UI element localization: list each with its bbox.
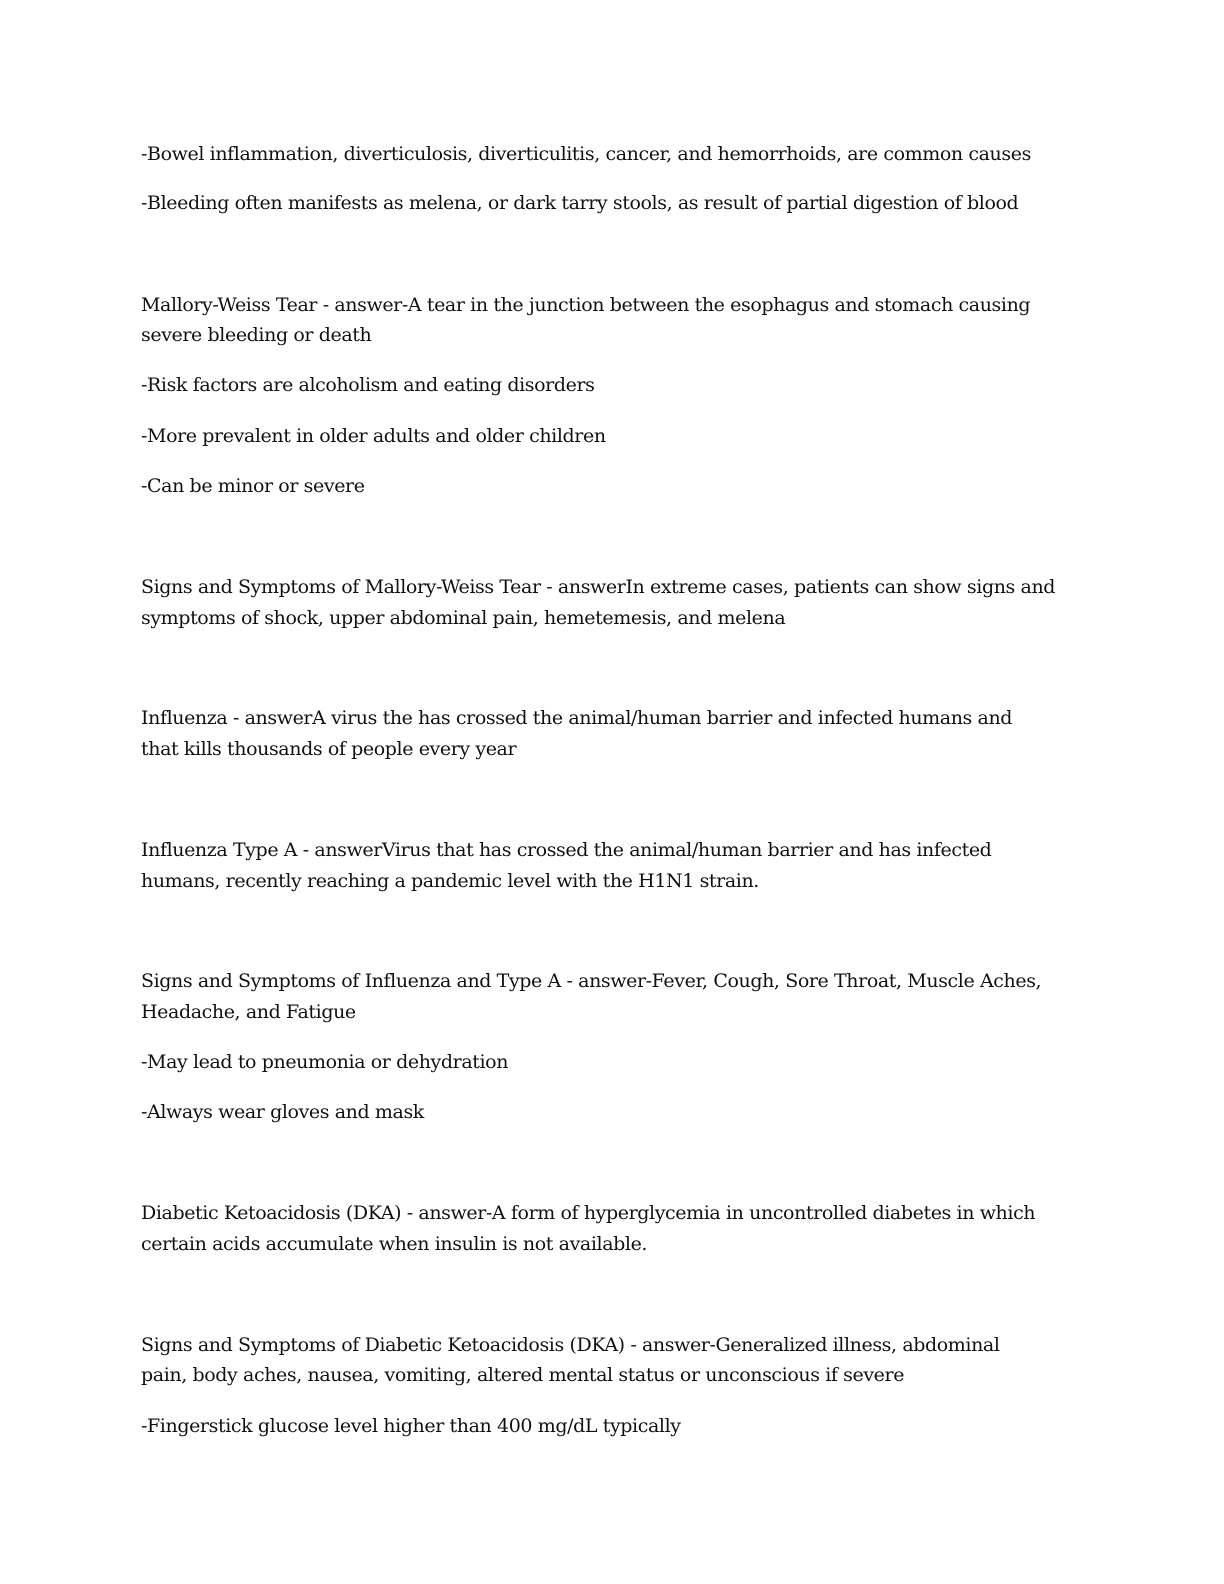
bullet-prevalence: -More prevalent in older adults and older children — [141, 425, 606, 447]
mallory-weiss-symptoms-line-1: Signs and Symptoms of Mallory-Weiss Tear - answerIn extreme cases, patients can show signs and — [141, 576, 1056, 598]
dka-definition-line-1: Diabetic Ketoacidosis (DKA) - answer-A form of hyperglycemia in uncontrolled diabetes in which — [141, 1202, 1036, 1224]
influenza-definition-line-1: Influenza - answerA virus the has crossed the animal/human barrier and infected humans and — [141, 707, 1013, 729]
bullet-risk-factors: -Risk factors are alcoholism and eating disorders — [141, 374, 595, 396]
dka-symptoms-line-1: Signs and Symptoms of Diabetic Ketoacidosis (DKA) - answer-Generalized illness, abdominal — [141, 1334, 1000, 1356]
influenza-symptoms-line-2: Headache, and Fatigue — [141, 1001, 356, 1023]
influenza-type-a-line-2: humans, recently reaching a pandemic level with the H1N1 strain. — [141, 870, 759, 892]
mallory-weiss-definition-line-1: Mallory-Weiss Tear - answer-A tear in the junction between the esophagus and stomach causing — [141, 294, 1031, 316]
dka-definition-line-2: certain acids accumulate when insulin is not available. — [141, 1233, 648, 1255]
bullet-bowel-causes: -Bowel inflammation, diverticulosis, diverticulitis, cancer, and hemorrhoids, are common causes — [141, 143, 1031, 165]
influenza-definition-line-2: that kills thousands of people every year — [141, 738, 517, 760]
bullet-minor-or-severe: -Can be minor or severe — [141, 475, 365, 497]
bullet-fingerstick-glucose: -Fingerstick glucose level higher than 400 mg/dL typically — [141, 1415, 681, 1437]
influenza-type-a-line-1: Influenza Type A - answerVirus that has crossed the animal/human barrier and has infected — [141, 839, 992, 861]
mallory-weiss-definition-line-2: severe bleeding or death — [141, 324, 372, 346]
mallory-weiss-symptoms-line-2: symptoms of shock, upper abdominal pain, hemetemesis, and melena — [141, 607, 786, 629]
dka-symptoms-line-2: pain, body aches, nausea, vomiting, altered mental status or unconscious if severe — [141, 1364, 905, 1386]
bullet-gloves-mask: -Always wear gloves and mask — [141, 1101, 424, 1123]
influenza-symptoms-line-1: Signs and Symptoms of Influenza and Type A - answer-Fever, Cough, Sore Throat, Muscle Aches, — [141, 970, 1042, 992]
bullet-pneumonia: -May lead to pneumonia or dehydration — [141, 1051, 509, 1073]
bullet-bleeding-melena: -Bleeding often manifests as melena, or dark tarry stools, as result of partial digestion of blood — [141, 192, 1019, 214]
